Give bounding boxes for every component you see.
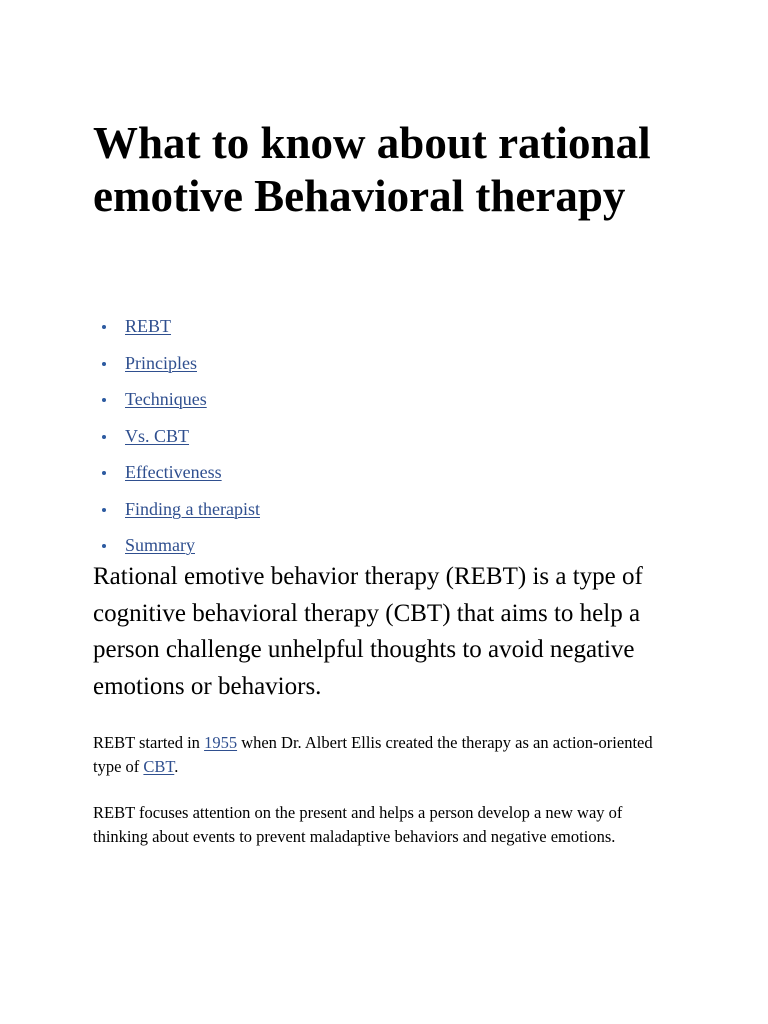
body-paragraph-history: [93, 731, 678, 779]
paragraph-text: when Dr. Albert Ellis created the therapy as an action-oriented type of: [93, 733, 653, 776]
toc-item-finding-a-therapist: [93, 495, 260, 532]
paragraph-text: .: [174, 757, 179, 776]
toc-link-rebt[interactable]: REBT: [125, 316, 172, 336]
paragraph-text: REBT started in: [93, 733, 205, 752]
toc-link-vs-cbt[interactable]: Vs. CBT: [125, 425, 190, 446]
toc-item-rebt: [93, 312, 260, 349]
toc-link-summary[interactable]: Summary: [125, 535, 195, 555]
toc-link-techniques[interactable]: Techniques: [125, 389, 207, 409]
toc-link-effectiveness[interactable]: Effectiveness: [125, 462, 222, 482]
bullet-icon: [102, 325, 106, 329]
toc-item-principles: [93, 349, 260, 386]
body-paragraph-focus: REBT focuses attention on the present and helps a person develop a new way of thinking about events to prevent maladaptive behaviors and negative emotions.: [93, 803, 623, 846]
toc-link-finding-a-therapist[interactable]: Finding a therapist: [125, 498, 260, 519]
lead-paragraph: Rational emotive behavior therapy (REBT) is a type of cognitive behavioral therapy (CBT) that aims to help a person challenge unhelpful thoughts to avoid negative emotions or behaviors.: [93, 563, 643, 701]
toc-item-techniques: [93, 385, 260, 422]
toc-item-vs-cbt: [93, 422, 260, 459]
bullet-icon: [102, 435, 106, 439]
table-of-contents: [93, 312, 260, 568]
bullet-icon: [102, 508, 106, 512]
bullet-icon: [102, 544, 106, 548]
toc-item-effectiveness: [93, 458, 260, 495]
link-1955[interactable]: 1955: [204, 733, 238, 752]
bullet-icon: [102, 362, 106, 366]
link-cbt[interactable]: CBT: [143, 757, 175, 776]
toc-link-principles[interactable]: Principles: [125, 352, 197, 373]
bullet-icon: [102, 398, 106, 402]
article-title: What to know about rational emotive Behavioral therapy: [93, 118, 651, 221]
bullet-icon: [102, 471, 106, 475]
